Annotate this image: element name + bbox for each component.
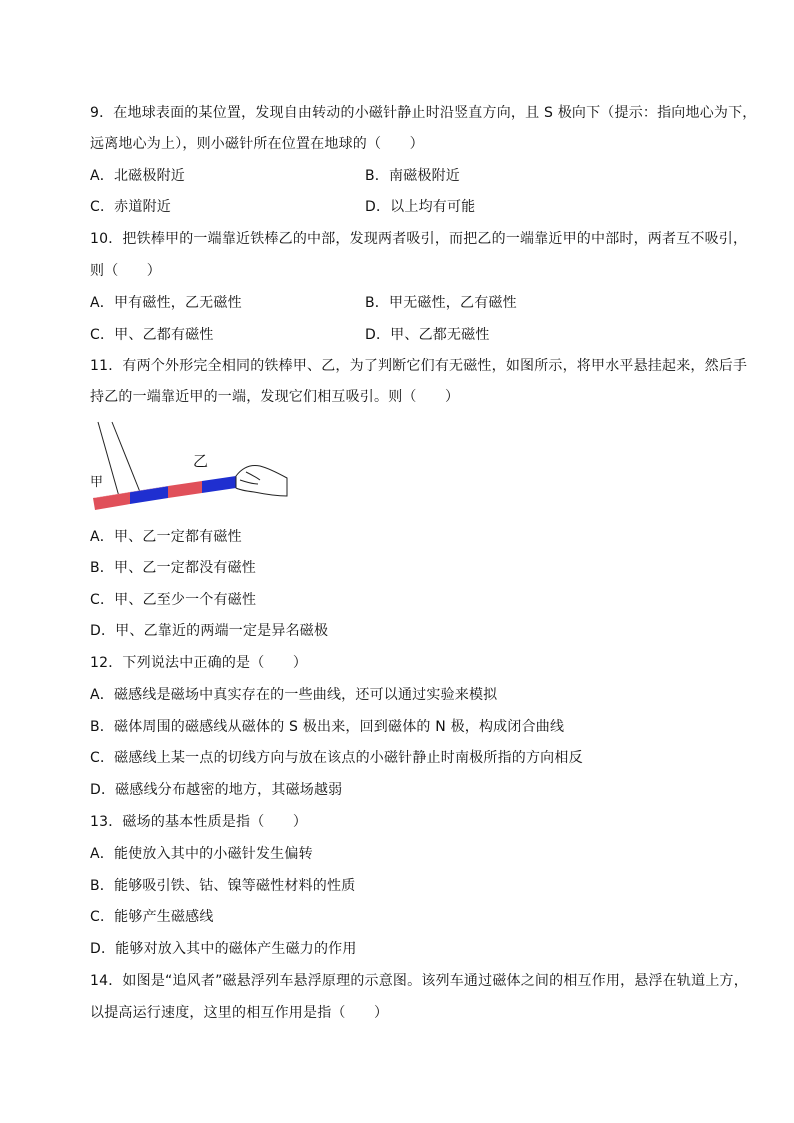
question-12-option-c: C．磁感线上某一点的切线方向与放在该点的小磁针静止时南极所指的方向相反 bbox=[90, 750, 583, 766]
question-10-stem: 10．把铁棒甲的一端靠近铁棒乙的中部，发现两者吸引，而把乙的一端靠近甲的中部时，两者互不吸引， bbox=[90, 231, 748, 247]
bar-yi-red-half bbox=[168, 481, 202, 498]
label-jia: 甲 bbox=[90, 475, 104, 490]
question-11-option-a: A．甲、乙一定都有磁性 bbox=[90, 529, 242, 545]
bar-jia bbox=[93, 486, 170, 510]
question-10-stem-continued: 则（ ） bbox=[90, 263, 161, 279]
question-11-option-c: C．甲、乙至少一个有磁性 bbox=[90, 592, 257, 608]
question-13-option-d: D．能够对放入其中的磁体产生磁力的作用 bbox=[90, 941, 357, 957]
question-14-stem: 14．如图是“追风者”磁悬浮列车悬浮原理的示意图。该列车通过磁体之间的相互作用，悬浮在轨道上方， bbox=[90, 973, 748, 989]
bar-yi-blue-half bbox=[202, 476, 236, 493]
question-13-option-c: C．能够产生磁感线 bbox=[90, 909, 214, 925]
question-14-stem-continued: 以提高运行速度，这里的相互作用是指（ ） bbox=[90, 1005, 389, 1021]
question-9-option-b: B．南磁极附近 bbox=[365, 168, 461, 184]
magnet-figure bbox=[90, 420, 290, 515]
question-11-option-d: D．甲、乙靠近的两端一定是异名磁极 bbox=[90, 623, 329, 639]
question-12-option-b: B．磁体周围的磁感线从磁体的 S 极出来，回到磁体的 N 极，构成闭合曲线 bbox=[90, 719, 565, 735]
question-9-stem-continued: 远离地心为上），则小磁针所在位置在地球的（ ） bbox=[90, 136, 424, 152]
label-yi: 乙 bbox=[193, 452, 209, 470]
question-10-option-d: D．甲、乙都无磁性 bbox=[365, 327, 490, 343]
question-13-option-a: A．能使放入其中的小磁针发生偏转 bbox=[90, 846, 313, 862]
question-13-option-b: B．能够吸引铁、钴、镍等磁性材料的性质 bbox=[90, 878, 356, 894]
question-9-option-d: D．以上均有可能 bbox=[365, 199, 476, 215]
question-9-option-c: C．赤道附近 bbox=[90, 199, 171, 215]
question-9-stem: 9．在地球表面的某位置，发现自由转动的小磁针静止时沿竖直方向，且 S 极向下（提示：指向地心为下， bbox=[90, 105, 757, 121]
question-11-stem: 11．有两个外形完全相同的铁棒甲、乙，为了判断它们有无磁性，如图所示，将甲水平悬挂起来，然后手 bbox=[90, 358, 748, 374]
question-11-stem-continued: 持乙的一端靠近甲的一端，发现它们相互吸引。则（ ） bbox=[90, 389, 460, 405]
question-10-option-b: B．甲无磁性，乙有磁性 bbox=[365, 295, 517, 311]
question-11-option-b: B．甲、乙一定都没有磁性 bbox=[90, 560, 257, 576]
string-right bbox=[112, 422, 140, 492]
bar-yi bbox=[168, 476, 240, 498]
question-10-option-a: A．甲有磁性，乙无磁性 bbox=[90, 295, 242, 311]
question-12-option-d: D．磁感线分布越密的地方，其磁场越弱 bbox=[90, 782, 343, 798]
bar-jia-red-half bbox=[93, 492, 130, 510]
question-10-option-c: C．甲、乙都有磁性 bbox=[90, 327, 214, 343]
bar-jia-blue-half bbox=[130, 486, 168, 504]
question-12-stem: 12．下列说法中正确的是（ ） bbox=[90, 655, 308, 671]
question-9-option-a: A．北磁极附近 bbox=[90, 168, 185, 184]
question-12-option-a: A．磁感线是磁场中真实存在的一些曲线，还可以通过实验来模拟 bbox=[90, 687, 498, 703]
question-13-stem: 13．磁场的基本性质是指（ ） bbox=[90, 814, 308, 830]
hanging-iron-bars-diagram bbox=[90, 420, 290, 515]
